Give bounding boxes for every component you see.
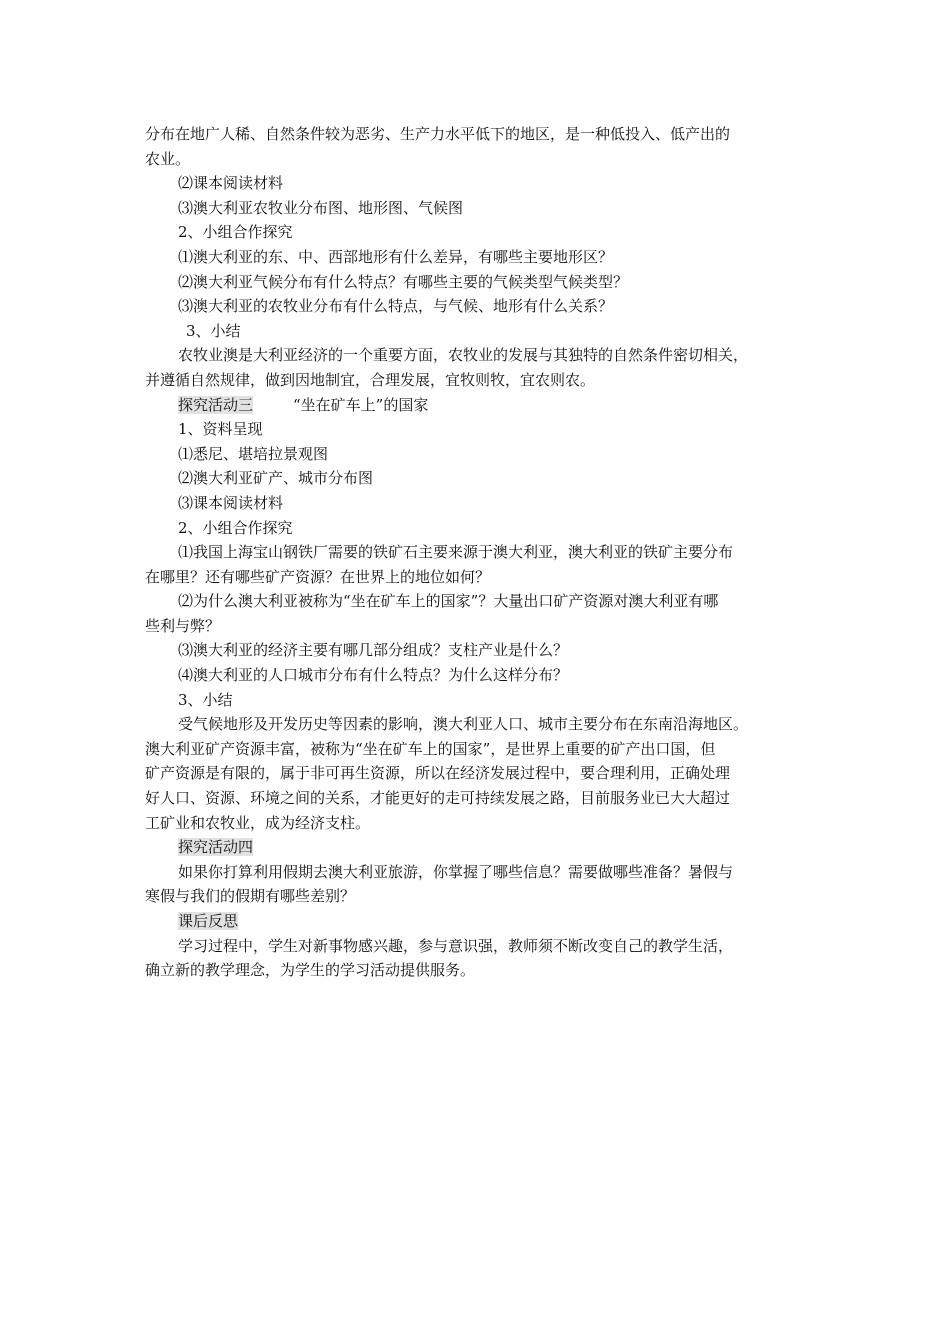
list-item: ⑴澳大利亚的东、中、西部地形有什么差异，有哪些主要地形区？ <box>178 247 614 266</box>
activity-heading: 探究活动四 <box>178 838 254 857</box>
list-item: ⑵课本阅读材料 <box>178 174 284 193</box>
list-item: ⑶澳大利亚的农牧业分布有什么特点，与气候、地形有什么关系？ <box>178 297 614 316</box>
paragraph-line: 农牧业澳是大利亚经济的一个重要方面，农牧业的发展与其独特的自然条件密切相关， <box>178 346 749 365</box>
list-item: ⑴悉尼、堪培拉景观图 <box>178 444 329 463</box>
paragraph-line: 确立新的教学理念，为学生的学习活动提供服务。 <box>145 961 476 980</box>
paragraph-line: 如果你打算利用假期去澳大利亚旅游，你掌握了哪些信息？需要做哪些准备？暑假与 <box>178 862 734 881</box>
activity-heading-row <box>145 393 817 418</box>
list-item: ⑷澳大利亚的人口城市分布有什么特点？为什么这样分布？ <box>178 666 569 685</box>
paragraph-line: 些利与弊？ <box>145 616 221 635</box>
list-item: ⑶课本阅读材料 <box>178 493 284 512</box>
paragraph-line: 在哪里？还有哪些矿产资源？在世界上的地位如何？ <box>145 567 491 586</box>
paragraph-line: 并遵循自然规律，做到因地制宜，合理发展，宜牧则牧，宜农则农。 <box>145 370 596 389</box>
activity-heading: 探究活动三 <box>178 395 254 414</box>
section-subheading: 3、小结 <box>178 690 233 709</box>
activity-heading-row <box>145 835 817 860</box>
paragraph-line: 学习过程中，学生对新事物感兴趣，参与意识强，教师须不断改变自己的教学生活， <box>178 936 734 955</box>
list-item: ⑵澳大利亚矿产、城市分布图 <box>178 469 374 488</box>
paragraph-line: 好人口、资源、环境之间的关系，才能更好的走可持续发展之路，目前服务业已大大超过 <box>145 789 731 808</box>
paragraph-line: 工矿业和农牧业，成为经济支柱。 <box>145 813 371 832</box>
paragraph-line: 寒假与我们的假期有哪些差别？ <box>145 887 356 906</box>
paragraph-line: 分布在地广人稀、自然条件较为恶劣、生产力水平低下的地区，是一种低投入、低产出的 <box>145 125 731 143</box>
activity-title: “坐在矿车上”的国家 <box>293 395 429 414</box>
section-subheading: 2、小组合作探究 <box>178 518 293 537</box>
section-subheading: 2、小组合作探究 <box>178 223 293 242</box>
list-item: ⑶澳大利亚的经济主要有哪几部分组成？支柱产业是什么？ <box>178 641 569 660</box>
section-subheading: 3、小结 <box>186 321 241 340</box>
paragraph-line: 受气候地形及开发历史等因素的影响，澳大利亚人口、城市主要分布在东南沿海地区。 <box>178 715 749 734</box>
reflection-heading-row <box>145 909 817 934</box>
paragraph-line: 澳大利亚矿产资源丰富，被称为“坐在矿车上的国家”，是世界上重要的矿产出口国，但 <box>145 739 716 758</box>
paragraph-line: 矿产资源是有限的，属于非可再生资源，所以在经济发展过程中，要合理利用，正确处理 <box>145 764 731 783</box>
paragraph-line: 农业。 <box>145 149 191 168</box>
section-subheading: 1、资料呈现 <box>178 420 263 439</box>
list-item: ⑶澳大利亚农牧业分布图、地形图、气候图 <box>178 198 464 217</box>
list-item: ⑵澳大利亚气候分布有什么特点？有哪些主要的气候类型气候类型？ <box>178 272 629 291</box>
list-item: ⑵为什么澳大利亚被称为“坐在矿车上的国家”？大量出口矿产资源对澳大利亚有哪 <box>178 592 719 611</box>
list-item: ⑴我国上海宝山钢铁厂需要的铁矿石主要来源于澳大利亚，澳大利亚的铁矿主要分布 <box>178 543 734 562</box>
document-body <box>145 122 817 983</box>
reflection-heading: 课后反思 <box>178 912 239 930</box>
